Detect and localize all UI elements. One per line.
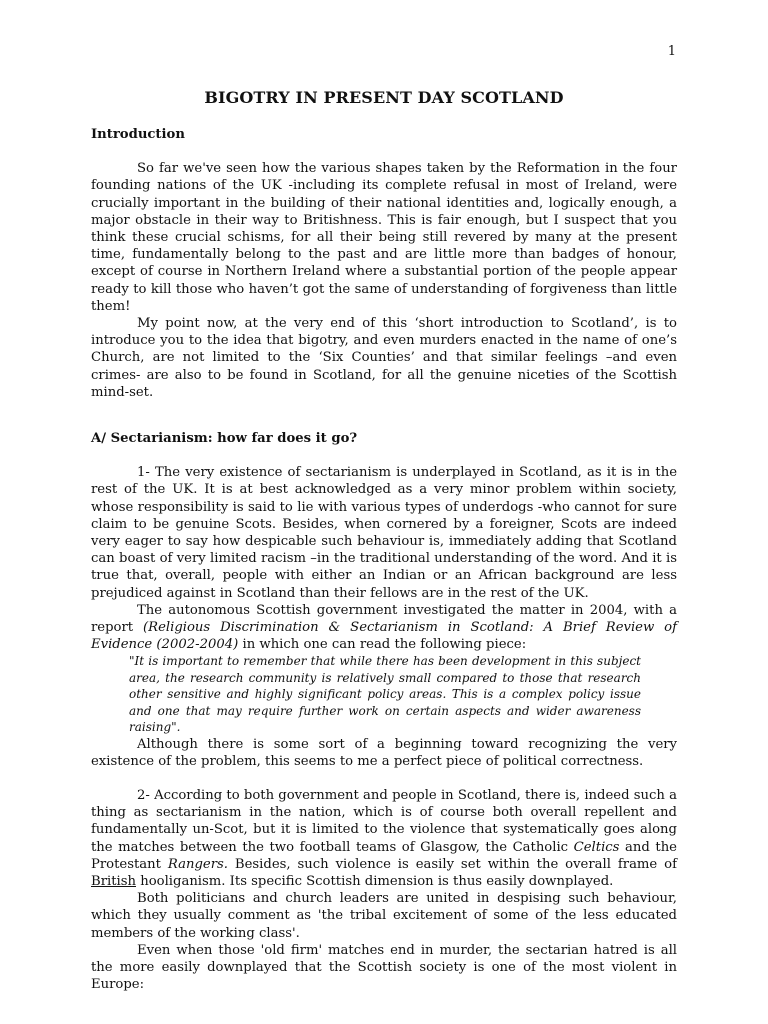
underlined-word-british: British [91,873,136,889]
paragraph: Although there is some sort of a beginning toward recognizing the very existence of the problem, this seems to me a perfect piece of political correctness. [91,736,677,769]
paragraph: Both politicians and church leaders are united in despising such behaviour, which they usually comment as 'the tribal excitement of some of the less educated members of the working class'. [91,891,677,941]
paragraph-text: The autonomous Scottish government investigated the matter in 2004, with a report [91,602,677,636]
report-title: (Religious Discrimination & Sectarianism in Scotland: A Brief Review of Evidence (2002-2004) [91,620,677,653]
paragraph-text: hooliganism. Its specific Scottish dimension is thus easily downplayed. [140,873,614,889]
document-body [91,124,677,993]
team-name-rangers: Rangers. [167,856,228,872]
paragraph: My point now, at the very end of this ‘short introduction to Scotland’, is to introduce you to the idea that bigotry, and even murders enacted in the name of one’s Church, are not limited to the ‘Six Counties’ and that similar feelings –and even crimes- are also to be found in Scotland, for all the genuine niceties of the Scottish mind-set. [91,316,677,400]
paragraph: So far we've seen how the various shapes taken by the Reformation in the four founding nations of the UK -including its complete refusal in most of Ireland, were crucially important in the building of their national identities and, logically enough, a major obstacle in their way to Britishness. This is fair enough, but I suspect that you think these crucial schisms, for all their being still revered by many at the present time, fundamentally belong to the past and are little more than badges of honour, except of course in Northern Ireland where a substantial portion of the people appear ready to kill those who haven’t got the same of understanding of forgiveness than little them! [91,161,677,314]
team-name-celtics: Celtics [573,839,620,855]
paragraph [91,787,677,890]
section-heading-a: A/ Sectarianism: how far does it go? [91,431,358,447]
paragraph-text: Besides, such violence is easily set within the overall frame of [234,856,677,872]
section-heading-introduction: Introduction [91,127,185,142]
paragraph: 1- The very existence of sectarianism is underplayed in Scotland, as it is in the rest of the UK. It is at best acknowledged as a very minor problem within society, whose responsibility is said to lie with various types of underdogs -who cannot for sure claim to be genuine Scots. Besides, when cornered by a foreigner, Scots are indeed very eager to say how despicable such behaviour is, immediately adding that Scotland can boast of very limited racism –in the traditional understanding of the word. And it is true that, overall, people with either an Indian or an African background are less prejudiced against in Scotland than their fellows are in the rest of the UK. [91,465,677,601]
paragraph: Even when those 'old firm' matches end in murder, the sectarian hatred is all the more easily downplayed that the Scottish society is one of the most violent in Europe: [91,942,677,993]
page-number: 1 [667,44,676,59]
paragraph-text: and the Protestant [91,839,677,872]
paragraph-text: 2- According to both government and people in Scotland, there is, indeed such a thing as sectarianism in the nation, which is of course both overall repellent and fundamentally un-Scot, but it is limited to the violence that systematically goes along the matches between the two football teams of Glasgow, the Catholic [91,787,677,855]
paragraph [91,602,677,654]
paragraph-text: in which one can read the following piece: [242,637,527,653]
block-quote: "It is important to remember that while there has been development in this subject area, the research community is relatively small compared to those that research other sensitive and highly significant policy areas. This is a complex policy issue and one that may require further work on certain aspects and wider awareness raising". [129,654,641,735]
document-title: BIGOTRY IN PRESENT DAY SCOTLAND [204,88,564,107]
